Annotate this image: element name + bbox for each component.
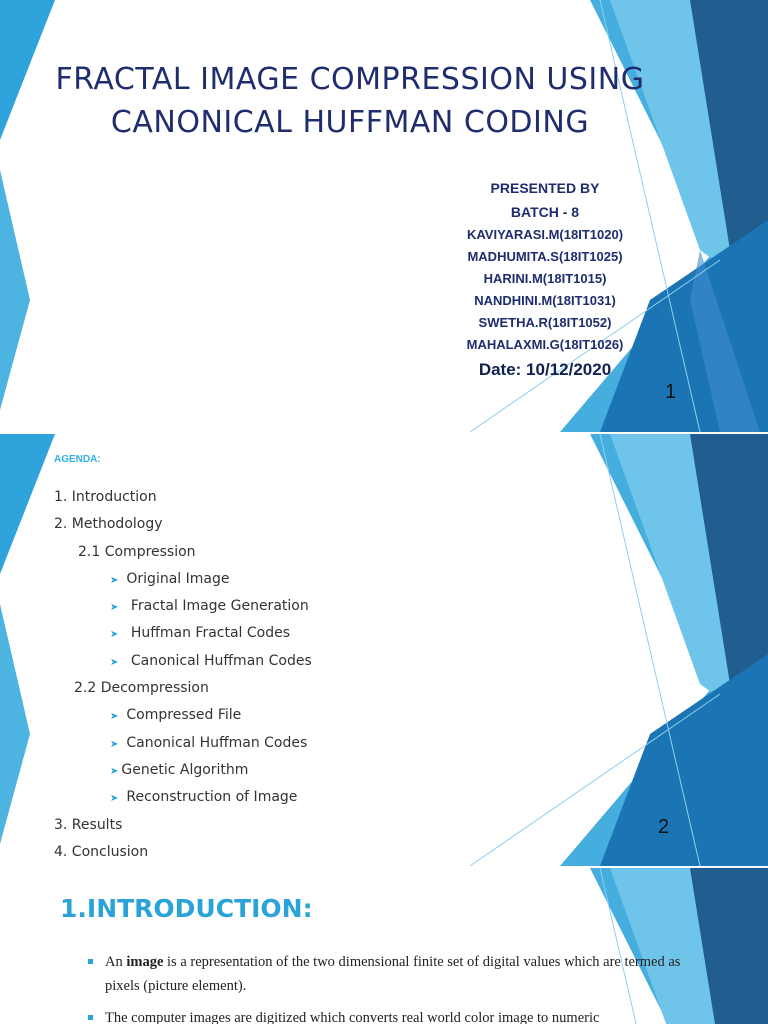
member-name: HARINI.M(18IT1015) — [483, 271, 607, 286]
square-bullet-icon — [88, 959, 93, 964]
section-heading: 1.INTRODUCTION: — [60, 894, 313, 923]
agenda-item: 4. Conclusion — [54, 843, 149, 860]
agenda-item: ➤ Original Image — [110, 570, 230, 587]
agenda-item: ➤ Reconstruction of Image — [110, 789, 298, 806]
agenda-item: 2. Methodology — [54, 516, 163, 533]
agenda-item: 2.2 Decompression — [74, 680, 209, 697]
presentation-date: Date: 10/12/2020 — [478, 360, 612, 379]
arrow-bullet-icon: ➤ — [110, 656, 119, 668]
bullet-list — [88, 950, 688, 1024]
agenda-item: ➤ Genetic Algorithm — [110, 761, 249, 778]
arrow-bullet-icon: ➤ — [110, 765, 119, 777]
arrow-bullet-icon: ➤ — [110, 793, 119, 805]
batch-label: BATCH - 8 — [510, 204, 580, 220]
agenda-list — [54, 486, 312, 866]
agenda-item: 2.1 Compression — [78, 543, 196, 560]
arrow-bullet-icon: ➤ — [110, 574, 119, 586]
bullet-item: The computer images are digitized which converts real world color image to numeric — [88, 1006, 688, 1024]
arrow-bullet-icon: ➤ — [110, 711, 119, 723]
agenda-item: 3. Results — [54, 816, 123, 833]
presenters-block — [440, 176, 650, 383]
agenda-heading: AGENDA: — [54, 454, 101, 465]
slide-agenda — [0, 434, 768, 866]
agenda-item: 1. Introduction — [54, 489, 157, 505]
agenda-item: ➤ Compressed File — [110, 707, 242, 724]
page-number: 2 — [658, 816, 670, 838]
arrow-bullet-icon: ➤ — [110, 629, 119, 641]
member-name: NANDHINI.M(18IT1031) — [474, 293, 616, 308]
member-name: MAHALAXMI.G(18IT1026) — [466, 337, 624, 352]
member-name: SWETHA.R(18IT1052) — [478, 315, 612, 330]
slide-title — [0, 0, 768, 432]
arrow-bullet-icon: ➤ — [110, 738, 119, 750]
agenda-item: ➤ Fractal Image Generation — [110, 598, 309, 615]
page-number: 1 — [665, 381, 677, 403]
square-bullet-icon — [88, 1015, 93, 1020]
agenda-item: ➤ Huffman Fractal Codes — [110, 625, 291, 642]
member-name: KAVIYARASI.M(18IT1020) — [466, 227, 624, 242]
agenda-item: ➤ Canonical Huffman Codes — [110, 652, 312, 669]
agenda-item: ➤ Canonical Huffman Codes — [110, 734, 308, 751]
presentation-title: FRACTAL IMAGE COMPRESSION USING CANONICAL HUFFMAN CODING — [55, 62, 645, 140]
arrow-bullet-icon: ➤ — [110, 602, 119, 614]
bullet-item: An image is a representation of the two dimensional finite set of digital values which are termed as pixels (picture element). — [88, 950, 688, 998]
slide-introduction — [0, 868, 768, 1024]
presented-by-label: PRESENTED BY — [490, 180, 600, 196]
member-name: MADHUMITA.S(18IT1025) — [467, 249, 623, 264]
